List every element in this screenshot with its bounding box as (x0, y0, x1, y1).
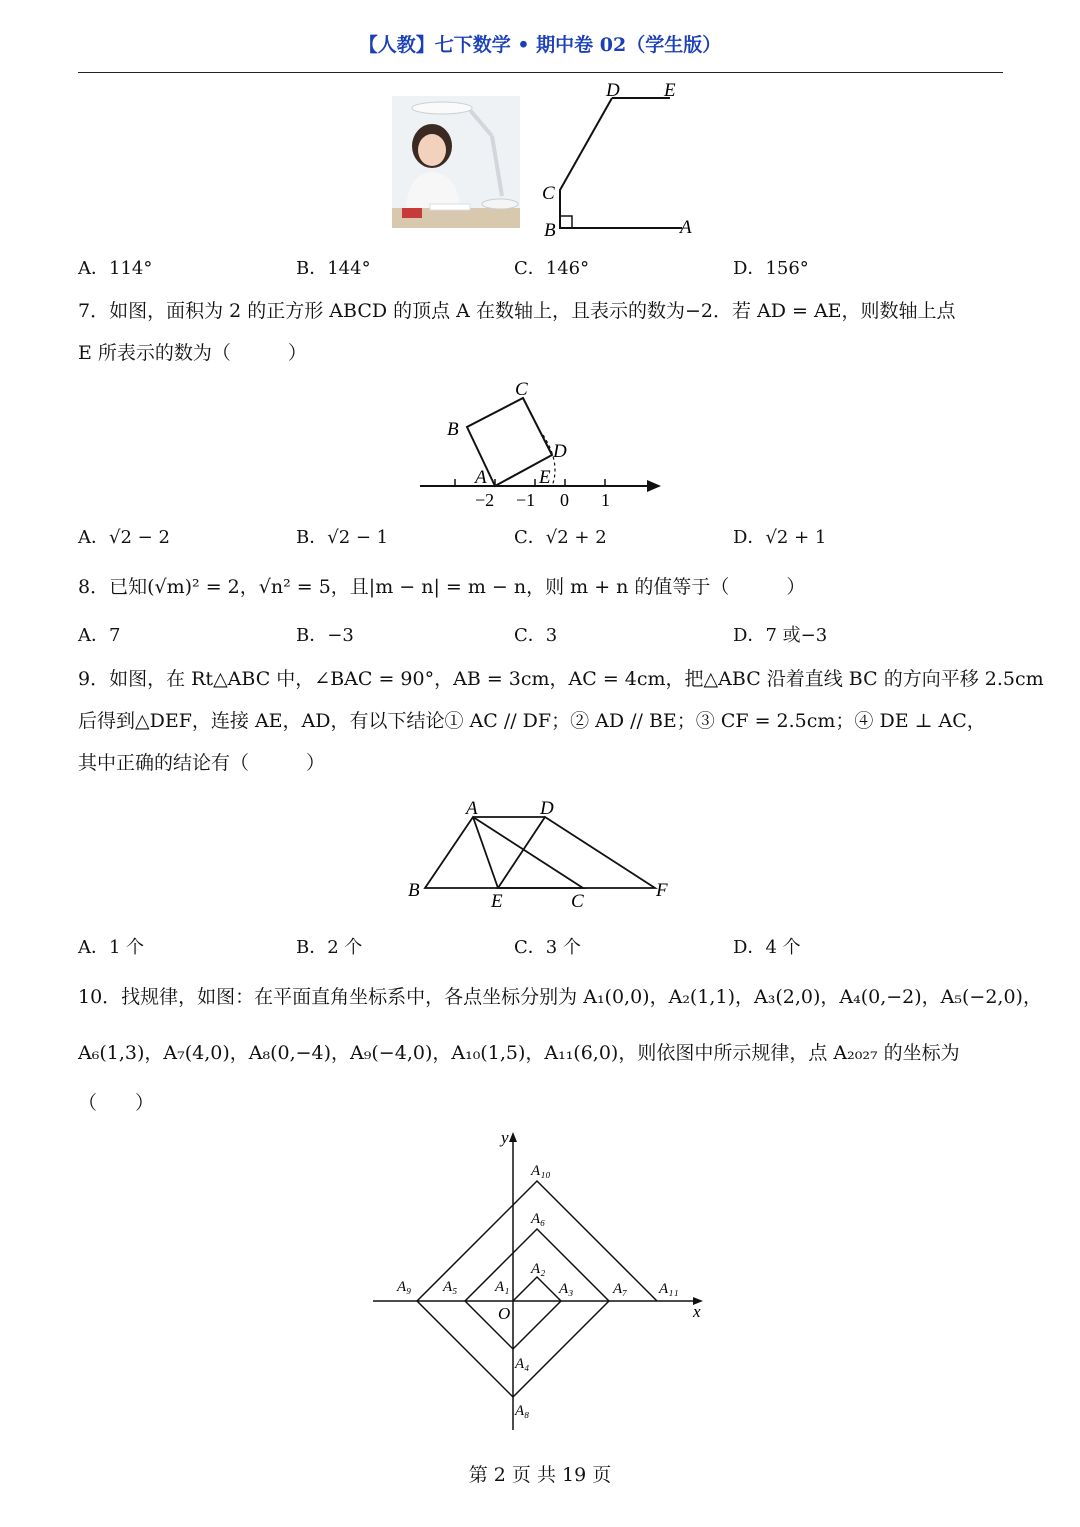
q6-angle-figure (530, 78, 710, 243)
label-C: C (571, 891, 584, 912)
label-A11: A₁₁ (659, 1281, 679, 1297)
label-A6: A₆ (531, 1211, 546, 1227)
q8-stem: 8．已知(√m)² = 2，√n² = 5，且|m − n| = m − n，则 m + n 的值等于（ ） (78, 576, 806, 598)
label-D: D (553, 441, 567, 462)
label-E: E (539, 467, 551, 488)
q10-stem-line1: 10．找规律，如图：在平面直角坐标系中，各点坐标分别为 A₁(0,0)，A₂(1,1)，A₃(2,0)，A₄(0,−2)，A₅(−2,0)， (78, 986, 1042, 1008)
q7-stem-line1: 7．如图，面积为 2 的正方形 ABCD 的顶点 A 在数轴上，且表示的数为−2．若 AD = AE，则数轴上点 (78, 300, 956, 322)
q9-stem-line1: 9．如图，在 Rt△ABC 中，∠BAC = 90°，AB = 3cm，AC = 4cm，把△ABC 沿着直线 BC 的方向平移 2.5cm (78, 668, 1044, 690)
tick-label-neg1: −1 (516, 490, 536, 510)
label-A10: A₁₀ (531, 1163, 551, 1179)
q9-stem-line3: 其中正确的结论有（ ） (78, 752, 326, 774)
label-A5: A₅ (443, 1279, 458, 1295)
label-D: D (606, 80, 620, 101)
label-C: C (542, 183, 555, 204)
label-A: A (680, 217, 692, 238)
origin-label: O (498, 1304, 511, 1323)
axis-label-x: x (693, 1302, 701, 1321)
label-A7: A₇ (613, 1281, 628, 1297)
q6-option-d[interactable]: D．156° (733, 258, 809, 279)
q7-option-c[interactable]: C．√2 + 2 (514, 527, 607, 548)
label-A8: A₈ (515, 1403, 530, 1419)
q9-translation-figure (400, 795, 680, 913)
header-divider (78, 72, 1003, 73)
q9-stem-line2: 后得到△DEF，连接 AE，AD，有以下结论① AC // DF；② AD // BE；③ CF = 2.5cm；④ DE ⊥ AC， (78, 710, 986, 732)
label-F: F (656, 880, 668, 901)
label-A4: A₄ (515, 1356, 530, 1372)
label-E: E (664, 80, 676, 101)
q8-option-d[interactable]: D．7 或−3 (733, 625, 828, 646)
label-E: E (491, 891, 503, 912)
q7-option-a[interactable]: A．√2 − 2 (78, 527, 170, 548)
label-D: D (540, 798, 554, 819)
label-A: A (475, 467, 487, 488)
label-A2: A₂ (531, 1261, 546, 1277)
label-C: C (515, 379, 528, 400)
q9-option-d[interactable]: D．4 个 (733, 937, 801, 958)
label-A3: A₃ (559, 1281, 574, 1297)
q7-option-b[interactable]: B．√2 − 1 (296, 527, 389, 548)
q9-option-a[interactable]: A．1 个 (78, 937, 145, 958)
q10-stem-line3: （ ） (78, 1092, 155, 1114)
tick-label-0: 0 (560, 490, 569, 510)
q8-option-c[interactable]: C．3 (514, 625, 558, 646)
tick-label-1: 1 (601, 490, 610, 510)
q9-option-c[interactable]: C．3 个 (514, 937, 581, 958)
q10-stem-line2: A₆(1,3)，A₇(4,0)，A₈(0,−4)，A₉(−4,0)，A₁₀(1,5)，A₁₁(6,0)，则依图中所示规律，点 A₂₀₂₇ 的坐标为 (78, 1042, 960, 1064)
label-B: B (447, 419, 459, 440)
q9-option-b[interactable]: B．2 个 (296, 937, 363, 958)
q6-option-b[interactable]: B．144° (296, 258, 371, 279)
tick-label-neg2: −2 (475, 490, 495, 510)
label-B: B (408, 880, 420, 901)
label-A9: A₉ (397, 1279, 412, 1295)
label-A: A (466, 798, 478, 819)
q10-coordinate-figure (365, 1125, 715, 1435)
q8-option-a[interactable]: A．7 (78, 625, 121, 646)
axis-label-y: y (501, 1128, 509, 1147)
label-A1: A₁ (495, 1279, 510, 1295)
desk-lamp-photo (392, 96, 520, 228)
q7-number-line-figure (415, 375, 665, 510)
q7-option-d[interactable]: D．√2 + 1 (733, 527, 827, 548)
q6-option-a[interactable]: A．114° (78, 258, 153, 279)
page-header: 【人教】七下数学 • 期中卷 02（学生版） (358, 34, 722, 56)
q7-stem-line2: E 所表示的数为（ ） (78, 342, 307, 364)
page-footer: 第 2 页 共 19 页 (468, 1464, 612, 1486)
q8-option-b[interactable]: B．−3 (296, 625, 354, 646)
q6-option-c[interactable]: C．146° (514, 258, 590, 279)
label-B: B (544, 220, 556, 241)
